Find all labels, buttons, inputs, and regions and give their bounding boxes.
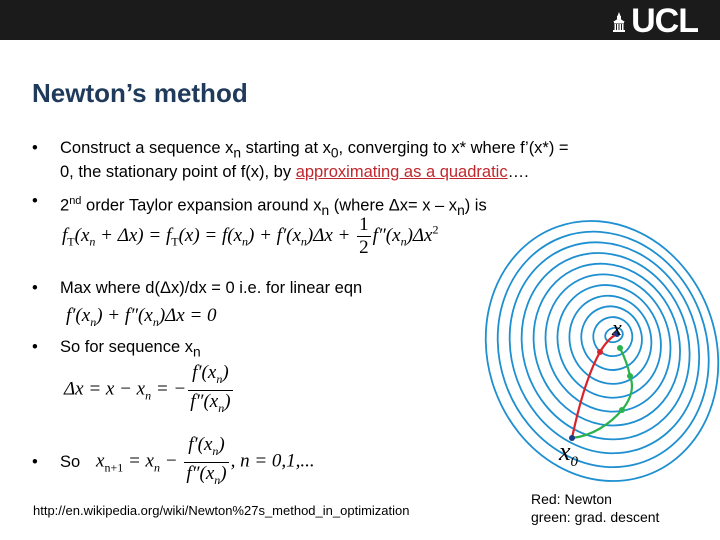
gradient-step-marker — [617, 345, 623, 351]
legend — [531, 490, 659, 526]
bullet-marker: • — [32, 338, 38, 356]
bullet-2: • 2nd order Taylor expansion around $x_n$ (where $\Delta x= x - x_n$) is — [32, 192, 487, 218]
slide-title: Newton’s method — [32, 78, 248, 108]
portico-icon — [613, 12, 625, 32]
iteration-fraction: $\frac{f'(x_n)}{f''(x_n)}$ — [186, 434, 227, 487]
half-fraction: $\frac{1}{2}$ — [359, 214, 369, 258]
logo-text: UCL — [631, 2, 698, 40]
linear-equation: $f'(x_n) + f''(x_n)\Delta x = 0$ — [66, 305, 217, 329]
newton-step-marker — [597, 349, 603, 355]
bullet-5: • So — [32, 453, 81, 471]
bullet-1-line-2: 0, the stationary point of f(x), by approximating as a quadratic…. — [60, 163, 529, 181]
taylor-equation: $f_T(x_n + \Delta x) = f_T(x) = f(x_n) + f'(x_n)\Delta x$ + $\frac{1}{2}$ $f''(x_n)\Delta x^2$ — [62, 214, 439, 258]
contour-ring — [482, 210, 720, 485]
ucl-logo — [613, 3, 698, 39]
header-bar — [0, 0, 720, 40]
legend-newton: Red: Newton — [531, 491, 612, 507]
bullet-1: • Construct a sequence $x_n$ starting at $x_0$, converging to x* where f’(x*) = — [32, 139, 569, 161]
contour-ring — [482, 215, 720, 480]
contour-plot — [482, 210, 720, 485]
bullet-marker: • — [32, 192, 38, 210]
iteration-equation: $x_{n+1} = x_n$ − $\frac{f'(x_n)}{f''(x_n)}$ , n = 0,1,... — [96, 434, 315, 491]
gradient-step-marker — [619, 407, 625, 413]
newton-step-fraction: $\frac{f'(x_n)}{f''(x_n)}$ — [190, 362, 231, 415]
gradient-step-marker — [627, 373, 633, 379]
contour-ring — [482, 210, 720, 485]
highlighted-phrase: approximating as a quadratic — [295, 163, 508, 181]
start-point-label: $x_0$ — [559, 437, 579, 471]
delta-x-equation: $\Delta x = x - x_n$ = − $\frac{f'(x_n)}{f''(x_n)}$ — [64, 362, 235, 419]
bullet-marker: • — [32, 279, 38, 297]
source-url: http://en.wikipedia.org/wiki/Newton%27s_method_in_optimization — [33, 503, 410, 518]
bullet-marker: • — [32, 453, 38, 471]
optimum-label: x — [612, 315, 622, 340]
bullet-4: • So for sequence $x_n$ — [32, 338, 201, 360]
contour-ring — [526, 257, 689, 430]
bullet-3: • Max where d(Δx)/dx = 0 i.e. for linear eqn — [32, 279, 363, 297]
bullet-marker: • — [32, 139, 38, 157]
legend-gradient: green: grad. descent — [531, 509, 660, 525]
